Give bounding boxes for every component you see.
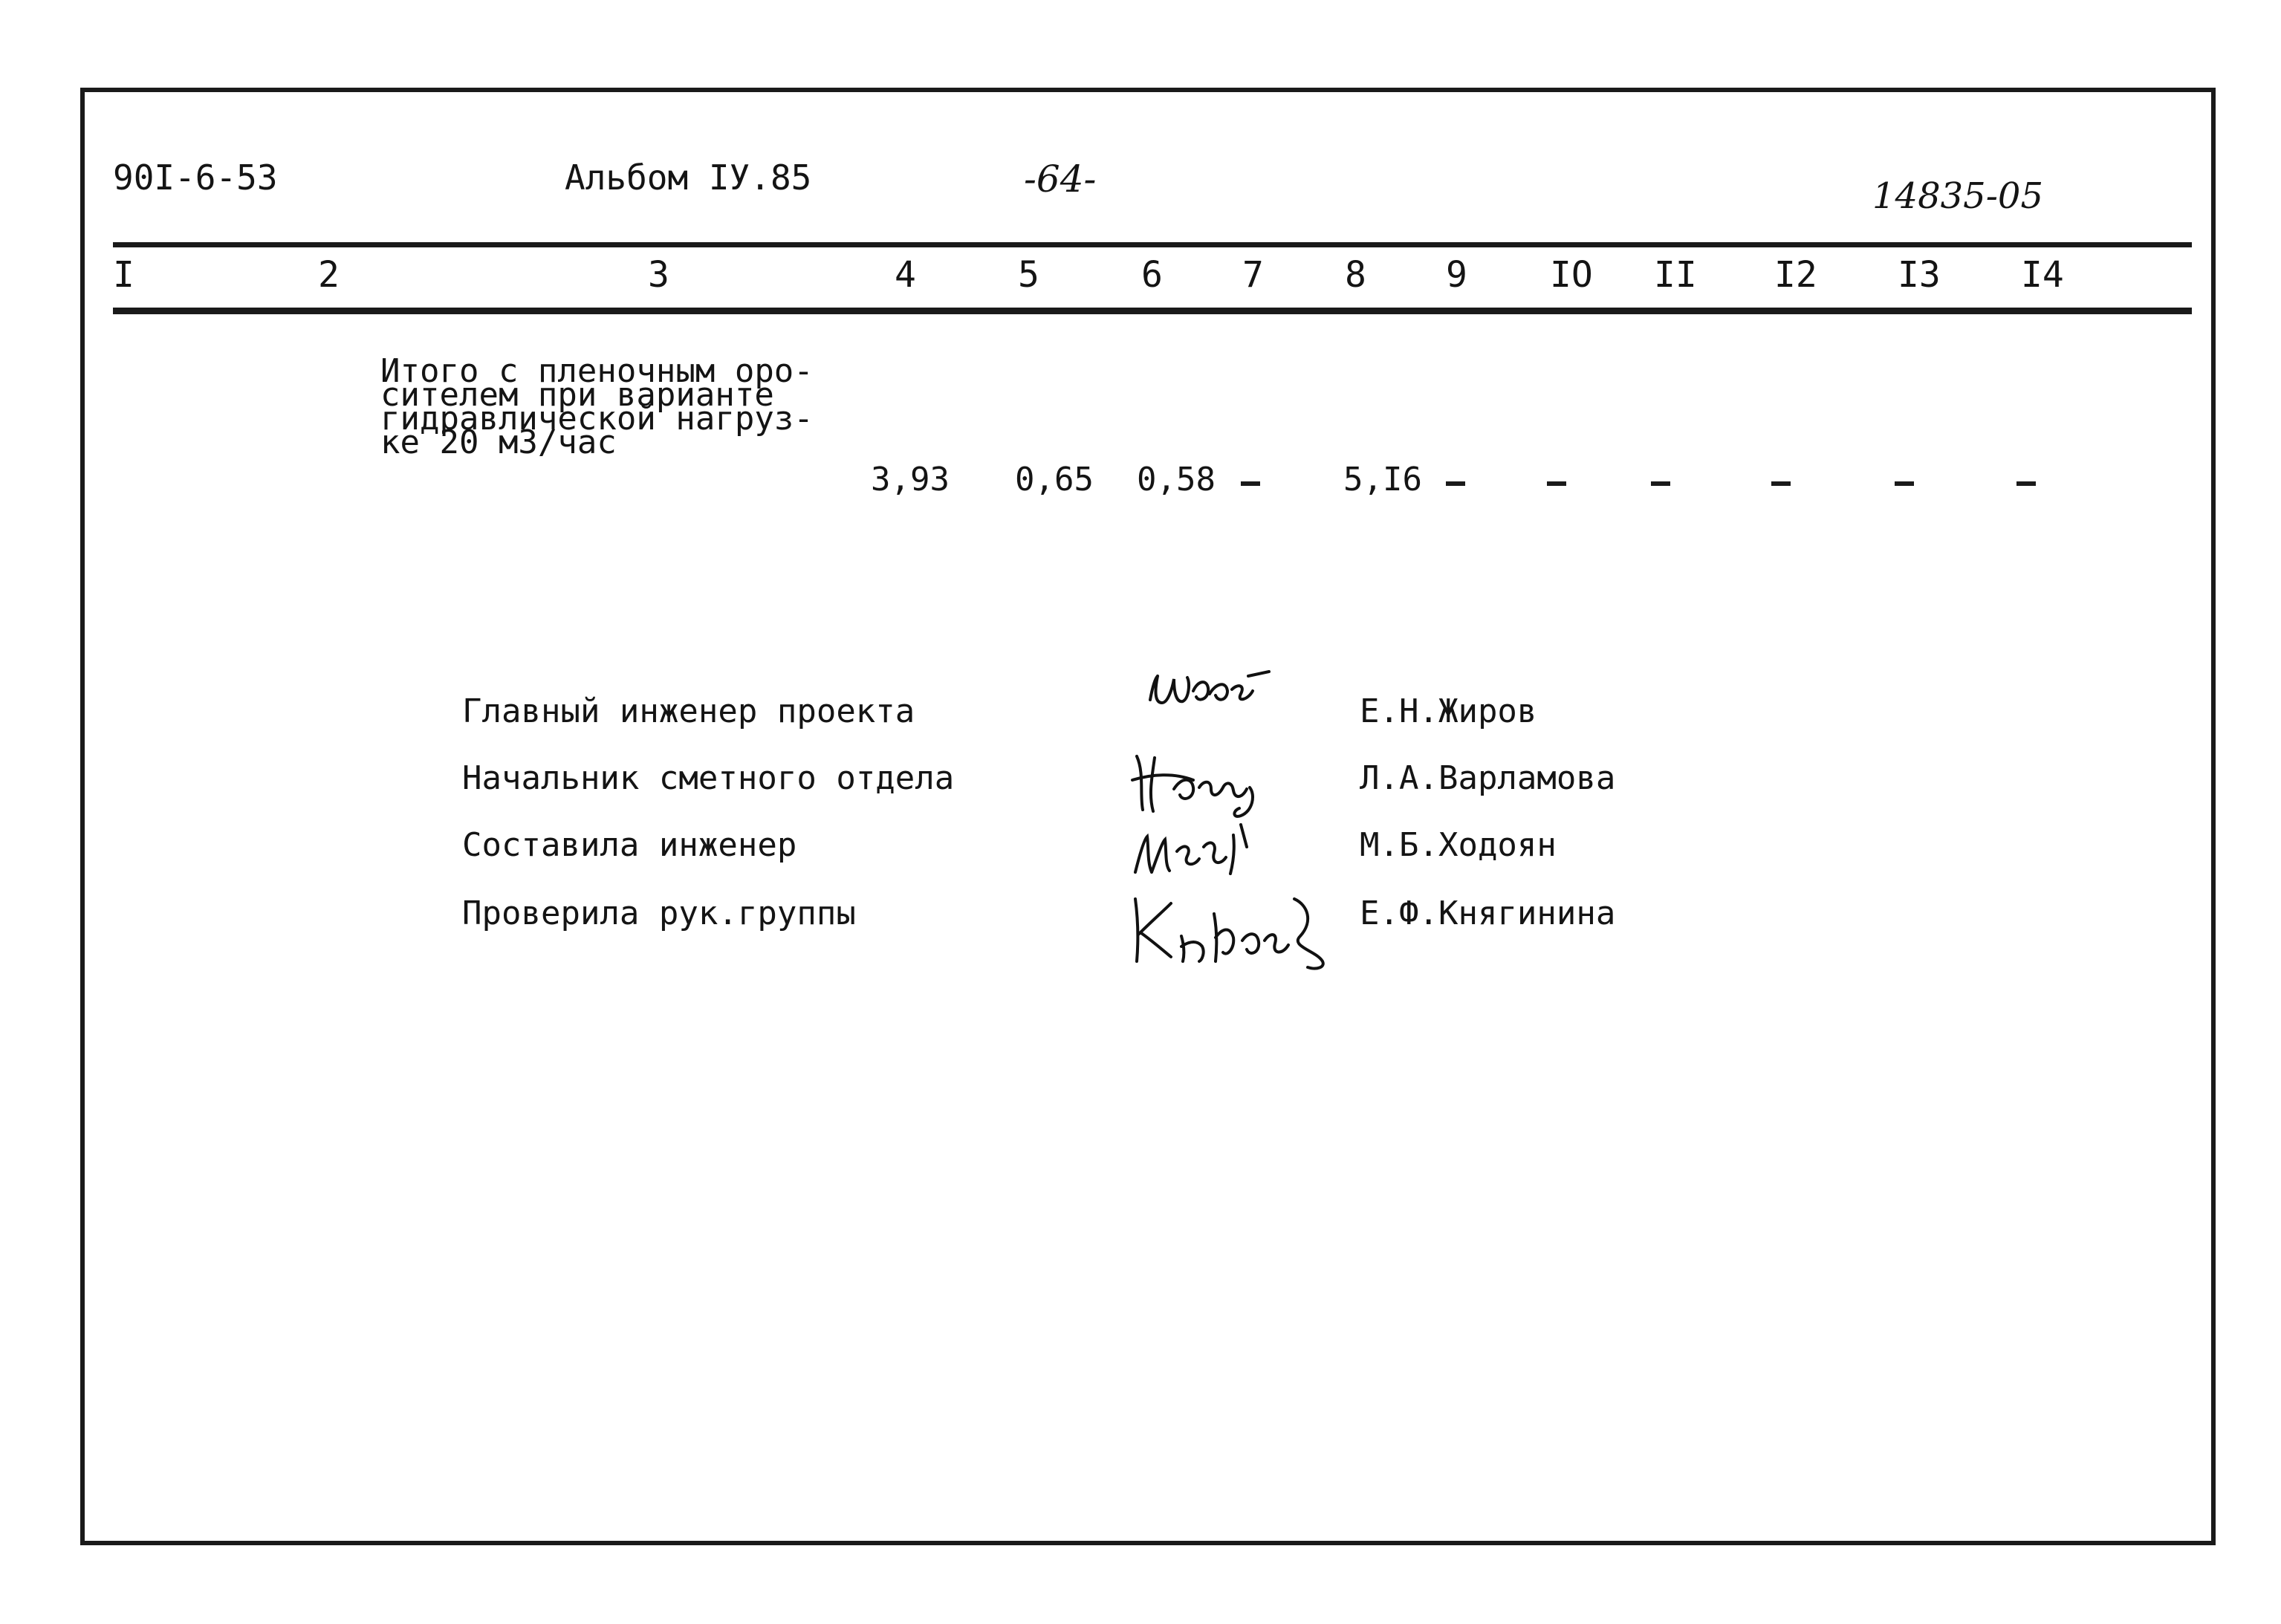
table-header-rule [113, 308, 2192, 314]
row-value-col6: 0,58 [1137, 461, 1216, 498]
page-number: -64- [1024, 157, 1097, 201]
row-value-col14 [2016, 481, 2036, 486]
column-number: IO [1550, 254, 1593, 296]
row-value-col12 [1771, 481, 1791, 486]
row-description: Итого с пленочным оро- сителем при варианте гидравлической нагруз- ке 20 м3/час [380, 352, 814, 461]
row-value-col8: 5,I6 [1343, 461, 1422, 498]
album-label: Альбом IУ.85 [565, 157, 812, 198]
column-number: 2 [318, 254, 340, 296]
signer-name: М.Б.Ходоян [1360, 826, 1557, 864]
row-value-col5: 0,65 [1015, 461, 1094, 498]
row-value-col7 [1241, 481, 1260, 486]
row-value-col10 [1547, 481, 1566, 486]
signer-title: Начальник сметного отдела [462, 759, 955, 797]
signer-name: Л.А.Варламова [1360, 759, 1616, 797]
table-top-rule [113, 242, 2192, 247]
column-number: 3 [648, 254, 669, 296]
signature-4 [1122, 869, 1345, 973]
column-number: 6 [1141, 254, 1163, 296]
signer-title: Составила инженер [462, 826, 797, 864]
signer-title: Проверила рук.группы [462, 894, 856, 932]
signer-title: Главный инженер проекта [462, 692, 915, 730]
column-number: I4 [2021, 254, 2064, 296]
column-number: I3 [1898, 254, 1941, 296]
column-number: 8 [1345, 254, 1366, 296]
signer-name: Е.Н.Жиров [1360, 692, 1537, 730]
row-value-col9 [1446, 481, 1465, 486]
archive-number: 14835-05 [1872, 175, 2043, 217]
signature-1 [1144, 661, 1293, 721]
column-number: I [113, 254, 134, 296]
column-number: 4 [895, 254, 916, 296]
row-value-col13 [1895, 481, 1914, 486]
column-number: I2 [1774, 254, 1817, 296]
column-number: 9 [1446, 254, 1467, 296]
column-number: II [1654, 254, 1697, 296]
column-number: 7 [1242, 254, 1264, 296]
row-value-col4: 3,93 [871, 461, 950, 498]
row-value-col11 [1651, 481, 1670, 486]
doc-code: 90I-6-53 [113, 157, 278, 198]
signer-name: Е.Ф.Княгинина [1360, 894, 1616, 932]
column-number: 5 [1018, 254, 1039, 296]
